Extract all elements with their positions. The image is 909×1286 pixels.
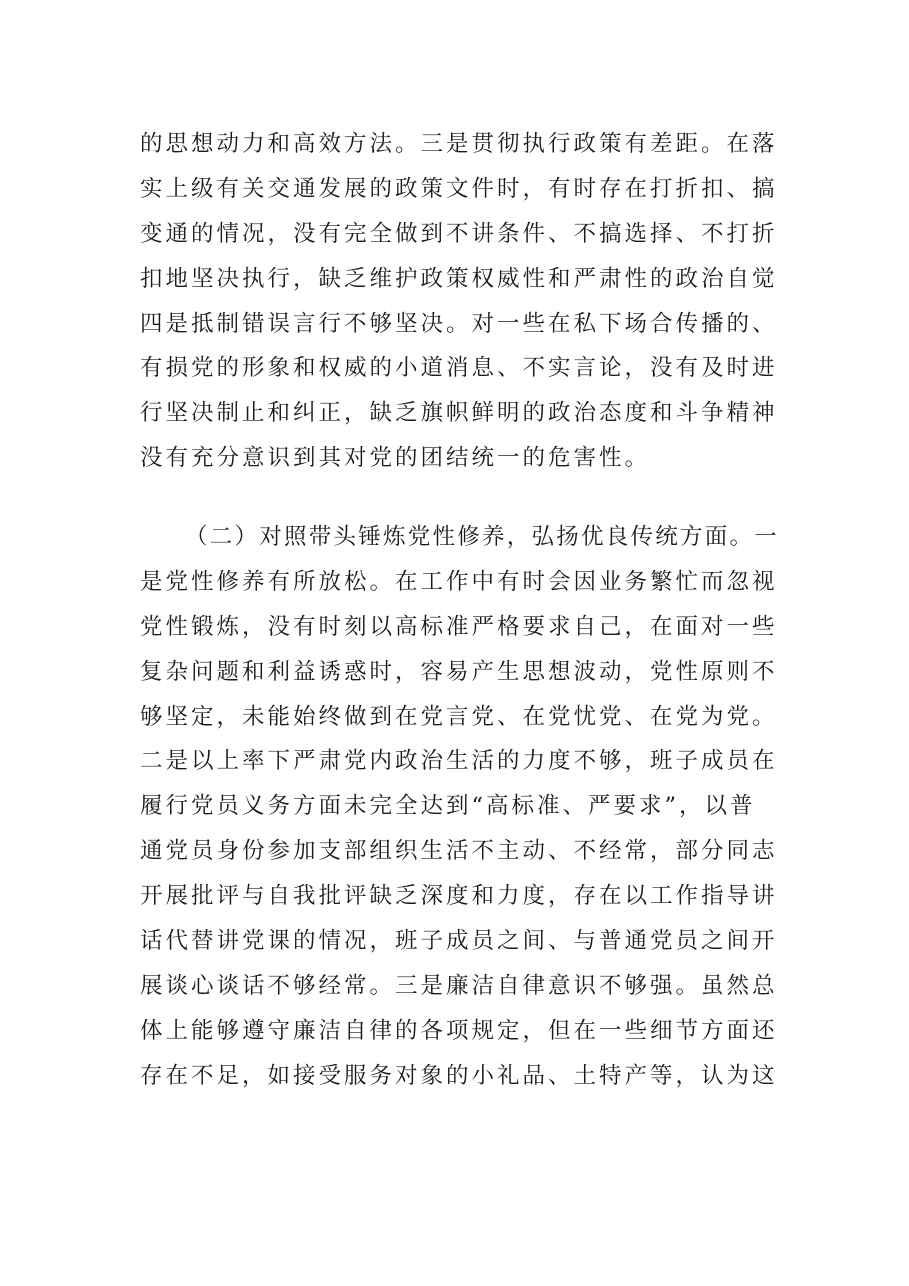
paragraph-line: 扣地坚决执行，缺乏维护政策权威性和严肃性的政治自觉 [140, 265, 778, 292]
paragraph-line: 够坚定，未能始终做到在党言党、在党忧党、在党为党。 [140, 703, 778, 730]
paragraph-line: 开展批评与自我批评缺乏深度和力度，存在以工作指导讲 [140, 883, 778, 910]
paragraph-line: 话代替讲党课的情况，班子成员之间、与普通党员之间开 [140, 928, 778, 955]
paragraph-line: 实上级有关交通发展的政策文件时，有时存在打折扣、搞 [140, 175, 778, 202]
paragraph-line: 行坚决制止和纠正，缺乏旗帜鲜明的政治态度和斗争精神 [140, 400, 778, 427]
paragraph-line: 是党性修养有所放松。在工作中有时会因业务繁忙而忽视 [140, 568, 778, 595]
paragraph-line: 展谈心谈话不够经常。三是廉洁自律意识不够强。虽然总 [140, 972, 778, 999]
paragraph-line: 变通的情况，没有完全做到不讲条件、不搞选择、不打折 [140, 220, 778, 247]
paragraph-line: 的思想动力和高效方法。三是贯彻执行政策有差距。在落 [140, 131, 778, 157]
paragraph-line: 存在不足，如接受服务对象的小礼品、土特产等，认为这 [140, 1062, 778, 1089]
paragraph-line: 二是以上率下严肃党内政治生活的力度不够，班子成员在 [140, 748, 778, 775]
paragraph-line: 履行党员义务方面未完全达到“高标准、严要求”，以普 [140, 793, 756, 820]
paragraph-line: 党性锻炼，没有时刻以高标准严格要求自己，在面对一些 [140, 613, 778, 640]
paragraph-line: 有损党的形象和权威的小道消息、不实言论，没有及时进 [140, 355, 778, 382]
paragraph-line: 没有充分意识到其对党的团结统一的危害性。 [140, 445, 651, 472]
paragraph-line: 体上能够遵守廉洁自律的各项规定，但在一些细节方面还 [140, 1017, 778, 1044]
paragraph-line: 复杂问题和利益诱惑时，容易产生思想波动，党性原则不 [140, 658, 778, 685]
section-paragraph-2 [140, 515, 780, 1099]
paragraph-continued [140, 122, 780, 481]
paragraph-line: 四是抵制错误言行不够坚决。对一些在私下场合传播的、 [140, 310, 778, 337]
paragraph-line: 通党员身份参加支部组织生活不主动、不经常，部分同志 [140, 838, 778, 865]
section-heading-line: （二）对照带头锤炼党性修养，弘扬优良传统方面。一 [185, 524, 780, 550]
